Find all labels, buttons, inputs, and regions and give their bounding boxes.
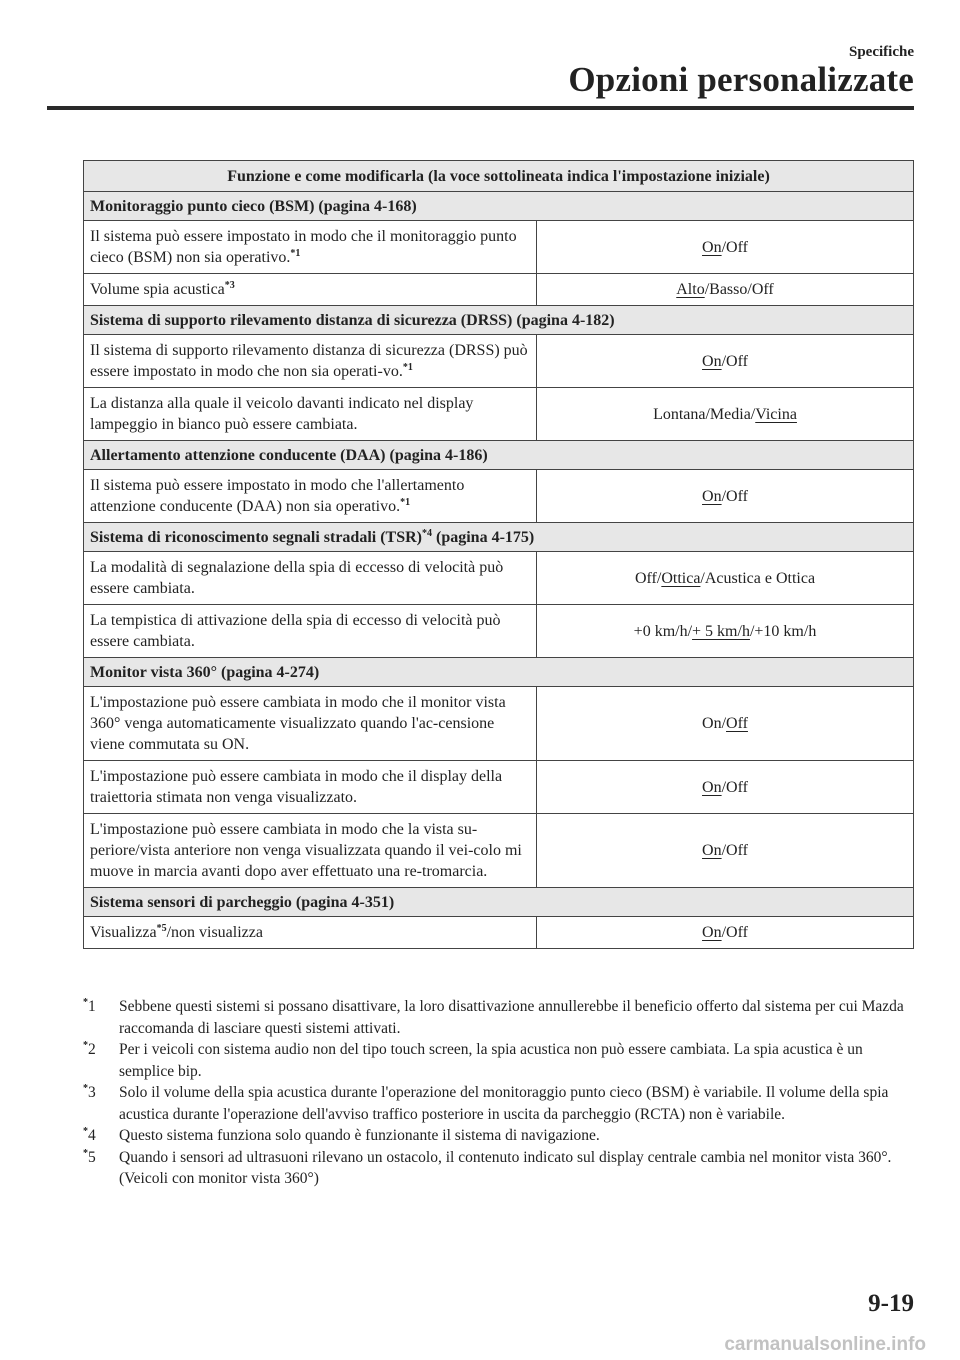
footnote: [83, 996, 913, 1039]
setting-description-suffix: /non visualizza: [166, 924, 263, 941]
setting-description-text: La modalità di segnalazione della spia di eccesso di velocità può essere cambiata.: [90, 559, 504, 597]
table-row: [84, 470, 914, 523]
footnote-ref: *1: [400, 497, 411, 508]
table-row: [84, 388, 914, 441]
option-text: Off/: [634, 569, 662, 587]
setting-options: [537, 335, 914, 388]
page-number: 9-19: [868, 1290, 914, 1317]
footnote-text: Per i veicoli con sistema audio non del tipo touch screen, la spia acustica non può essere cambiata. La spia acustica è un semplice bip.: [119, 1041, 863, 1080]
setting-description-text: Il sistema di supporto rilevamento distanza di sicurezza (DRSS) può essere impostato in modo che non sia operati-vo.: [90, 342, 528, 380]
footnote-star: *: [83, 1126, 88, 1137]
setting-description-text: L'impostazione può essere cambiata in modo che il monitor vista 360° venga automaticamente visualizzato quando l'ac-censione viene commutata su ON.: [90, 694, 506, 753]
option-text: Off: [726, 778, 748, 796]
setting-description: [84, 917, 537, 949]
footnote-mark: [83, 1039, 119, 1082]
setting-description-text: Il sistema può essere impostato in modo che l'allertamento attenzione conducente (DAA) non sia operativo.: [90, 477, 465, 515]
option-text: On/: [702, 715, 727, 732]
table-row: [84, 552, 914, 605]
table-row: [84, 274, 914, 306]
option-text: /: [721, 487, 727, 505]
setting-options: [537, 605, 914, 658]
footnotes: [83, 996, 913, 1190]
footnote-number: 1: [88, 998, 96, 1015]
option-text: Off: [726, 238, 748, 256]
footnote: [83, 1039, 913, 1082]
section-title: [84, 192, 914, 221]
footnote-mark: [83, 1147, 119, 1190]
setting-description: [84, 687, 537, 761]
setting-description-text: Volume spia acustica: [90, 281, 225, 298]
initial-setting: Vicina: [755, 405, 797, 423]
initial-setting: On: [702, 778, 722, 796]
initial-setting: Alto: [676, 281, 705, 298]
section-title-text: Sistema sensori di parcheggio (pagina 4-351): [90, 893, 395, 911]
table-row: [84, 917, 914, 949]
option-text: /: [721, 778, 727, 796]
initial-setting: + 5 km/h: [692, 622, 750, 640]
footnote-mark: [83, 1125, 119, 1147]
setting-description: [84, 221, 537, 274]
setting-options: [537, 552, 914, 605]
table-row: [84, 605, 914, 658]
setting-options: [537, 221, 914, 274]
footnote-number: 5: [88, 1148, 96, 1166]
setting-description-text: La tempistica di attivazione della spia di eccesso di velocità può essere cambiata.: [90, 612, 501, 650]
option-text: +0 km/h/: [633, 622, 693, 640]
setting-description: [84, 761, 537, 814]
setting-options: [537, 687, 914, 761]
footnote-text: Quando i sensori ad ultrasuoni rilevano un ostacolo, il contenuto indicato sul display centrale cambia nel monitor vista 360°. (Veicoli con monitor vista 360°): [119, 1148, 892, 1187]
setting-description-text: Il sistema può essere impostato in modo che il monitoraggio punto cieco (BSM) non sia operativo.: [90, 228, 517, 266]
footnote-text: Questo sistema funziona solo quando è funzionante il sistema di navigazione.: [119, 1127, 600, 1144]
option-text: Off: [726, 352, 748, 370]
settings-table: [83, 160, 914, 949]
footnote-mark: [83, 1082, 119, 1125]
footnote: [83, 1125, 913, 1147]
option-text: /: [721, 924, 727, 941]
option-text: Off: [726, 842, 748, 859]
section-title: [84, 441, 914, 470]
footnote-star: *: [83, 1147, 88, 1159]
footnote-ref: *5: [156, 923, 167, 934]
setting-description: [84, 274, 537, 306]
footnote-text: Sebbene questi sistemi si possano disattivare, la loro disattivazione annullerebbe il beneficio offerto dal sistema per cui Mazda raccomanda di lasciare questi sistemi attivati.: [119, 998, 904, 1037]
setting-options: [537, 470, 914, 523]
option-text: /+10 km/h: [749, 622, 817, 640]
section-row: [84, 192, 914, 221]
section-title: [84, 658, 914, 687]
option-text: /: [721, 238, 727, 256]
setting-options: [537, 274, 914, 306]
initial-setting: Off: [726, 715, 748, 732]
setting-options: [537, 917, 914, 949]
section-row: [84, 888, 914, 917]
option-text: /Basso/Off: [704, 281, 774, 298]
table-header-row: [84, 161, 914, 192]
section-title-text: Sistema di supporto rilevamento distanza di sicurezza (DRSS) (pagina 4-182): [90, 311, 615, 329]
option-text: /: [721, 842, 727, 859]
setting-description-text: Visualizza: [90, 924, 157, 941]
footnote-ref: *4: [422, 527, 432, 539]
footnote-number: 3: [88, 1084, 96, 1101]
footnote: [83, 1082, 913, 1125]
setting-description: [84, 814, 537, 888]
initial-setting: On: [702, 352, 722, 370]
setting-description-text: La distanza alla quale il veicolo davanti indicato nel display lampeggio in bianco può essere cambiata.: [90, 395, 474, 433]
setting-description-text: L'impostazione può essere cambiata in modo che la vista su-periore/vista anteriore non venga visualizzata quando il vei-colo mi muove in marcia avanti dopo aver effettuato una re-tromarcia.: [90, 821, 522, 880]
footnote-ref: *1: [290, 248, 301, 259]
setting-options: [537, 814, 914, 888]
section-title-text: Monitoraggio punto cieco (BSM) (pagina 4-168): [90, 197, 417, 215]
initial-setting: On: [702, 238, 722, 256]
section-label: Specifiche: [849, 44, 914, 60]
table-row: [84, 814, 914, 888]
option-text: /Acustica e Ottica: [700, 569, 816, 587]
initial-setting: On: [702, 842, 722, 859]
section-row: [84, 441, 914, 470]
initial-setting: On: [702, 924, 722, 941]
setting-description: [84, 552, 537, 605]
footnote-star: *: [83, 1083, 88, 1094]
footnote-ref: *1: [402, 362, 413, 373]
setting-options: [537, 761, 914, 814]
page-title: Opzioni personalizzate: [568, 60, 914, 99]
section-title-text: Sistema di riconoscimento segnali stradali (TSR): [90, 528, 422, 546]
footnote-ref: *3: [224, 280, 235, 291]
setting-description: [84, 605, 537, 658]
section-row: [84, 658, 914, 687]
option-text: Lontana/Media/: [653, 405, 756, 423]
section-title-text: Monitor vista 360° (pagina 4-274): [90, 663, 320, 681]
section-title-suffix: (pagina 4-175): [432, 528, 535, 546]
option-text: /: [721, 352, 727, 370]
setting-description-text: L'impostazione può essere cambiata in modo che il display della traiettoria stimata non venga visualizzato.: [90, 768, 503, 806]
footnote-number: 4: [88, 1127, 96, 1144]
table-row: [84, 761, 914, 814]
section-title-text: Allertamento attenzione conducente (DAA) (pagina 4-186): [90, 446, 488, 464]
footnote-star: *: [83, 1040, 88, 1051]
footnote-number: 2: [88, 1041, 96, 1058]
section-row: [84, 306, 914, 335]
table-row: [84, 687, 914, 761]
initial-setting: On: [702, 487, 722, 505]
section-row: [84, 523, 914, 552]
section-title: [84, 888, 914, 917]
footnote-star: *: [83, 997, 88, 1008]
footnote-text: Solo il volume della spia acustica durante l'operazione del monitoraggio punto cieco (BSM) è variabile. Il volume della spia acustica durante l'operazione dell'avviso traffico posteriore in uscita da parcheggio (RCTA) non è variabile.: [119, 1084, 889, 1123]
header-rule: [47, 106, 914, 110]
setting-options: [537, 388, 914, 441]
watermark: carmanualsonline.info: [724, 1334, 926, 1355]
table-row: [84, 335, 914, 388]
initial-setting: Ottica: [661, 569, 701, 587]
setting-description: [84, 388, 537, 441]
option-text: Off: [726, 924, 748, 941]
footnote-mark: [83, 996, 119, 1039]
table-header: Funzione e come modificarla (la voce sottolineata indica l'impostazione iniziale): [84, 161, 914, 192]
setting-description: [84, 470, 537, 523]
option-text: Off: [726, 487, 748, 505]
table-row: [84, 221, 914, 274]
setting-description: [84, 335, 537, 388]
footnote: [83, 1147, 913, 1190]
section-title: [84, 523, 914, 552]
section-title: [84, 306, 914, 335]
